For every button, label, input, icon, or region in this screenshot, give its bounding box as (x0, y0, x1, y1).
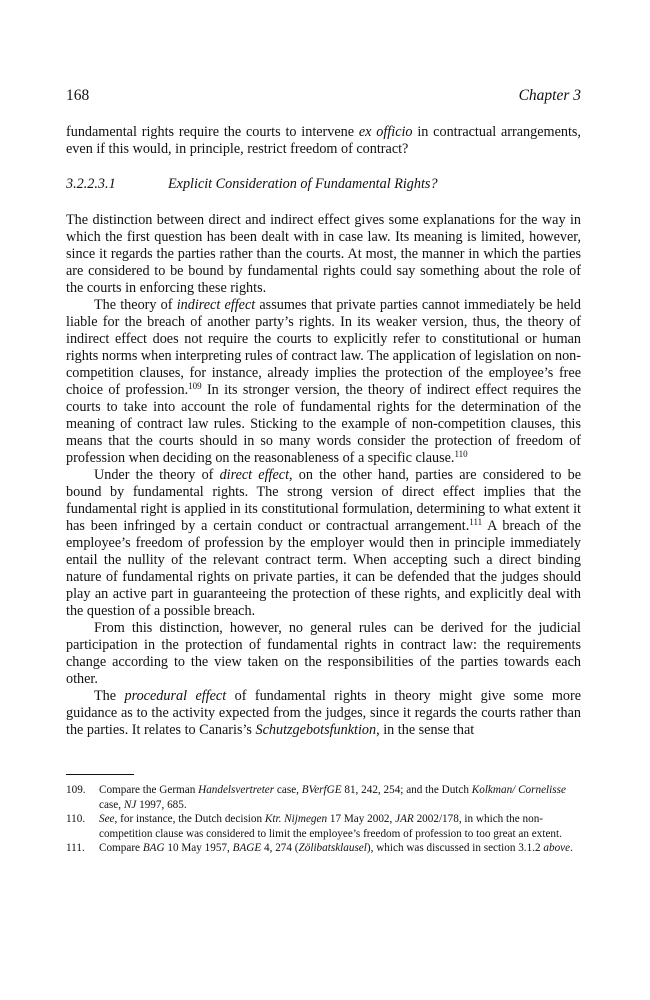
footnote-divider (66, 774, 134, 775)
footnote-text: Compare the German Handelsvertreter case, BVerfGE 81, 242, 254; and the Dutch Kolkman/ Cornelisse case, NJ 1997, 685. (99, 784, 566, 811)
footnote-ref-111[interactable]: 111 (469, 517, 483, 527)
paragraph-1: The distinction between direct and indirect effect gives some explanations for the way in which the first question has been dealt with in case law. Its meaning is limited, however, since it regards the parties rather than the courts. At most, the manner in which the parties are considered to be bound by fundamental rights could say something about the role of the courts in enforcing these rights. (66, 212, 581, 296)
paragraph-5: The procedural effect of fundamental rights in theory might give some more guidance as to the activity expected from the judges, since it regards the courts rather than the parties. It relates to Canaris’s Schutzgebotsfunktion, in the sense that (66, 688, 581, 738)
footnote-111 (66, 841, 581, 856)
intro-paragraph: fundamental rights require the courts to intervene ex officio in contractual arrangements, even if this would, in principle, restrict freedom of contract? (66, 124, 581, 157)
footnote-number: 111. (66, 842, 85, 854)
footnote-110 (66, 812, 581, 841)
footnotes (66, 783, 581, 856)
footnote-ref-109[interactable]: 109 (188, 381, 202, 391)
paragraph-4: From this distinction, however, no general rules can be derived for the judicial participation in the protection of fundamental rights in contract law: the requirements change according to the view taken on the responsibilities of the parties towards each other. (66, 620, 581, 687)
footnote-number: 109. (66, 784, 86, 796)
book-page (66, 86, 581, 856)
chapter-title: Chapter 3 (518, 87, 581, 104)
page-number: 168 (66, 87, 90, 104)
footnote-number: 110. (66, 813, 86, 825)
paragraph-3: Under the theory of direct effect, on the other hand, parties are considered to be bound by fundamental rights. The strong version of direct effect implies that the fundamental right is applied in its constitutional formulation, determining to what extent it has been infringed by a certain conduct or contractual arrangement.$^{111}$ A breach of the employee’s freedom of profession by the employer would then in principle immediately entail the nullity of the relevant contract term. When accepting such a direct binding nature of fundamental rights on private parties, it can be defended that the judges should play an active part in guaranteeing the protection of these rights, and explicitly deal with the question of a possible breach. (66, 467, 582, 619)
footnote-ref-110[interactable]: 110 (454, 449, 468, 459)
footnote-text: See, for instance, the Dutch decision Ktr. Nijmegen 17 May 2002, JAR 2002/178, in which the non-competition clause was considered to limit the employee’s freedom of profession to too great an extent. (99, 813, 562, 840)
section-title: Explicit Consideration of Fundamental Rights? (168, 176, 438, 192)
paragraph-2: The theory of indirect effect assumes that private parties cannot immediately be held liable for the breach of another party’s rights. In its weaker version, thus, the theory of indirect effect does not require the courts to explicitly refer to constitutional or human rights norms when interpreting rules of contract law. The application of legislation on non-competition clauses, for instance, already implies the protection of the employee’s free choice of profession.$^{109}$ In its stronger version, the theory of indirect effect requires the courts to take into account the role of fundamental rights for the determination of the meaning of contract law rules. Sticking to the example of non-competition clauses, this means that the courts should in so many words consider the protection of freedom of profession when deciding on the reasonableness of a specific clause.$^{110}$ (66, 297, 582, 466)
section-number: 3.2.2.3.1 (66, 176, 116, 192)
running-header (66, 86, 581, 106)
section-heading (66, 176, 581, 193)
footnote-text: Compare BAG 10 May 1957, BAGE 4, 274 (Zölibatsklausel), which was discussed in section 3.1.2 above. (99, 842, 573, 854)
body-text (66, 124, 581, 739)
footnote-109 (66, 783, 581, 812)
